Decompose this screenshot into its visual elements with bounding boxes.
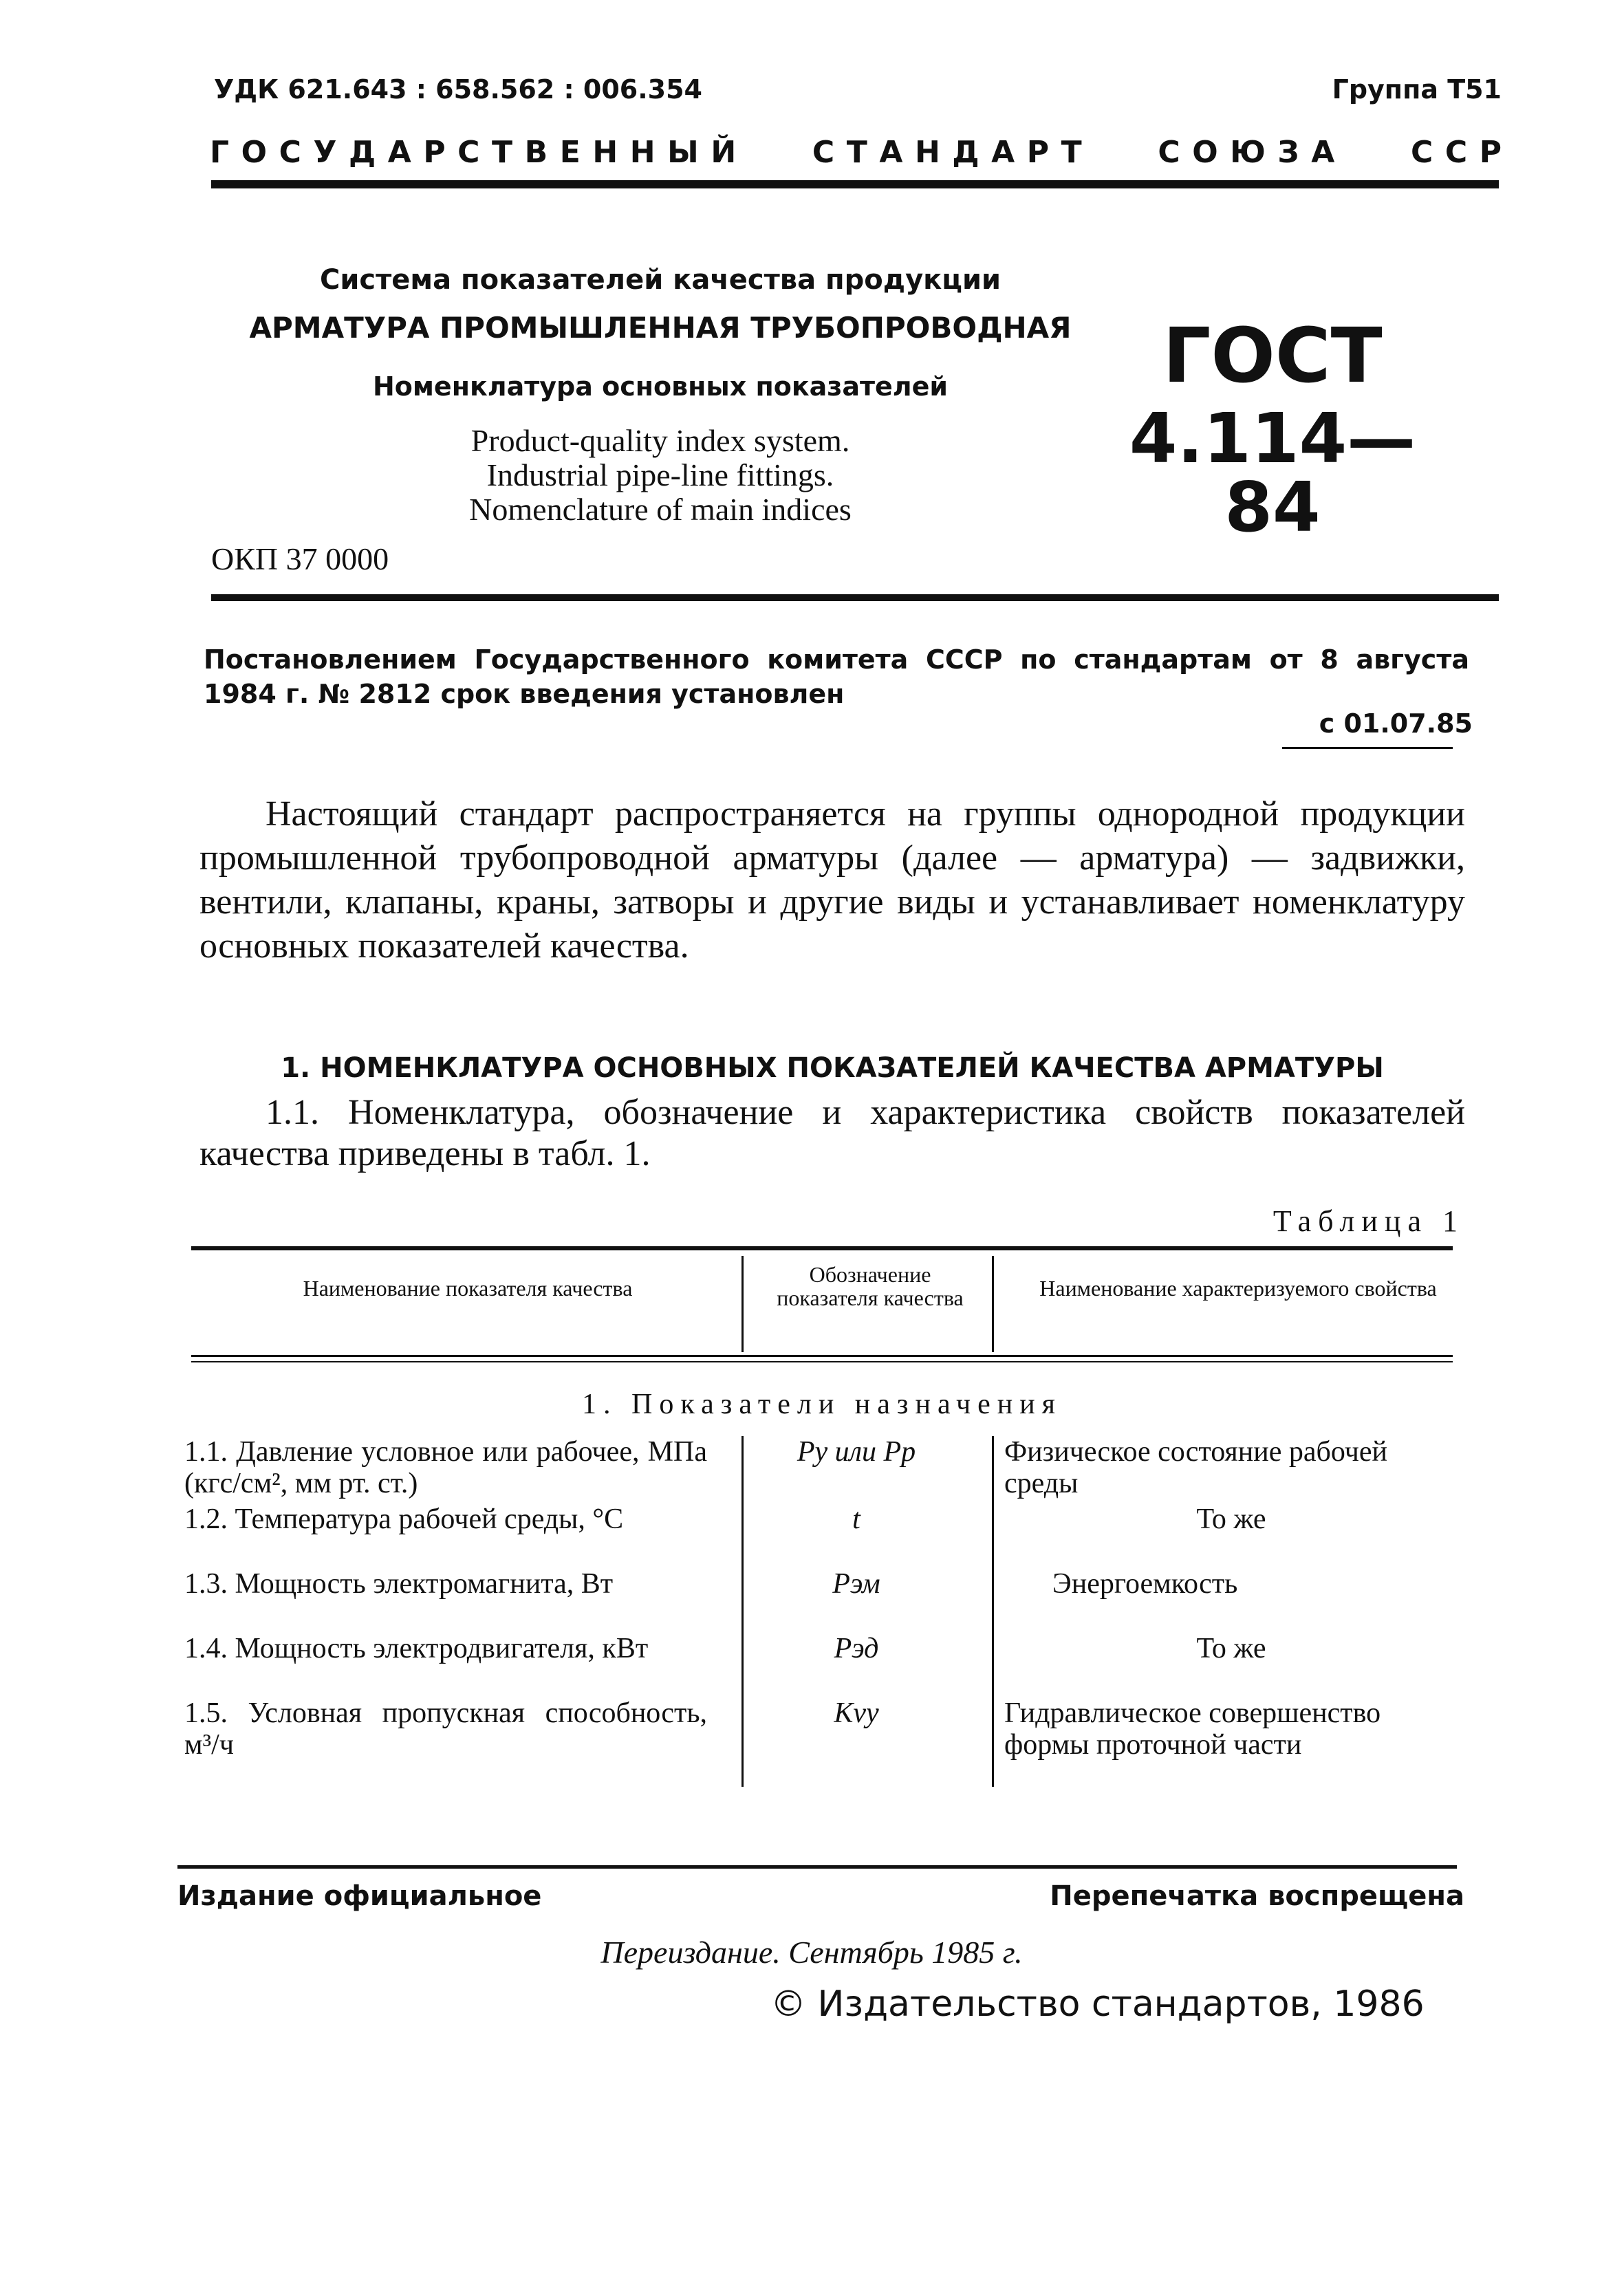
effective-date-underline bbox=[1282, 747, 1453, 749]
column-header-symbol: Обозначение показателя качества bbox=[777, 1262, 964, 1310]
column-header-name: Наименование показателя качества bbox=[303, 1276, 633, 1301]
state-standard-word: Г О С У Д А Р С Т В Е Н Н Ы Й bbox=[210, 135, 737, 170]
body-divider bbox=[992, 1649, 994, 1787]
row-symbol: t bbox=[852, 1503, 860, 1535]
subtitle: Номенклатура основных показателей bbox=[372, 371, 949, 402]
gost-number: 4.114—84 bbox=[1129, 398, 1416, 547]
row-symbol: Pэм bbox=[832, 1568, 880, 1600]
header-divider bbox=[992, 1256, 994, 1352]
column-header-property: Наименование характеризуемого свойства bbox=[1039, 1276, 1437, 1301]
reprint-notice: Перепечатка воспрещена bbox=[1050, 1880, 1464, 1912]
body-divider bbox=[741, 1649, 744, 1787]
row-property: То же bbox=[1196, 1503, 1266, 1535]
state-standard-word: С Т А Н Д А Р Т bbox=[812, 135, 1082, 170]
row-name: 1.2. Температура рабочей среды, °С bbox=[184, 1503, 624, 1535]
product-title: АРМАТУРА ПРОМЫШЛЕННАЯ ТРУБОПРОВОДНАЯ bbox=[249, 311, 1072, 345]
paragraph-1-1: 1.1. Номенклатура, обозначение и характеристика свойств показателей качества приведены в табл. 1. bbox=[199, 1093, 1465, 1173]
effective-date: с 01.07.85 bbox=[1319, 708, 1473, 739]
state-standard-banner bbox=[210, 135, 1502, 170]
row-name: 1.4. Мощность электродвигателя, кВт bbox=[184, 1633, 649, 1664]
english-title bbox=[234, 424, 1087, 527]
row-name: 1.1. Давление условное или рабочее, МПа (кгс/см², мм рт. ст.) bbox=[184, 1436, 707, 1499]
row-property: Гидравлическое совершенство формы проточной части bbox=[1004, 1697, 1381, 1761]
reissue-note: Переиздание. Сентябрь 1985 г. bbox=[600, 1935, 1023, 1970]
row-property: Физическое состояние рабочей среды bbox=[1004, 1436, 1388, 1499]
title-block-rule bbox=[211, 594, 1499, 601]
section-heading: 1. НОМЕНКЛАТУРА ОСНОВНЫХ ПОКАЗАТЕЛЕЙ КАЧЕСТВА АРМАТУРЫ bbox=[281, 1052, 1384, 1084]
header-bottom-rule bbox=[191, 1355, 1453, 1357]
table-top-rule bbox=[191, 1246, 1453, 1250]
row-name: 1.3. Мощность электромагнита, Вт bbox=[184, 1568, 614, 1600]
copyright-line: © Издательство стандартов, 1986 bbox=[770, 1984, 1425, 2025]
english-title-line: Nomenclature of main indices bbox=[469, 492, 852, 527]
official-edition: Издание официальное bbox=[177, 1880, 542, 1912]
header-divider bbox=[741, 1256, 744, 1352]
body-divider bbox=[992, 1436, 994, 1649]
english-title-line: Product-quality index system. bbox=[470, 423, 850, 458]
footer-rule bbox=[177, 1865, 1457, 1869]
row-property: Энергоемкость bbox=[1052, 1568, 1238, 1600]
header-bottom-rule-double bbox=[191, 1361, 1453, 1362]
table-caption: Таблица 1 bbox=[1273, 1204, 1464, 1238]
state-standard-word: С О Ю З А bbox=[1158, 135, 1335, 170]
udk-code: УДК 621.643 : 658.562 : 006.354 bbox=[214, 74, 702, 105]
intro-paragraph bbox=[199, 792, 1465, 968]
row-symbol: Kvу bbox=[834, 1697, 879, 1729]
row-name: 1.5. Условная пропускная способность, м³/ч bbox=[184, 1697, 707, 1761]
body-divider bbox=[741, 1436, 744, 1649]
intro-text: Настоящий стандарт распространяется на группы однородной продукции промышленной трубопроводной арматуры (далее — арматура) — задвижки, вентили, клапаны, краны, затворы и другие виды и устанавливает номенклатуру основных показателей качества. bbox=[199, 794, 1465, 966]
row-property: То же bbox=[1196, 1633, 1266, 1664]
state-standard-word: С С Р bbox=[1411, 135, 1502, 170]
english-title-line: Industrial pipe-line fittings. bbox=[486, 457, 834, 492]
row-symbol: Pэд bbox=[834, 1633, 879, 1664]
row-symbol: Pу или Pр bbox=[797, 1436, 916, 1468]
table-group-title: 1. Показатели назначения bbox=[581, 1389, 1062, 1420]
decree-text: Постановлением Государственного комитета СССР по стандартам от 8 августа 1984 г. № 2812 срок введения установлен bbox=[204, 644, 1469, 709]
group-code: Группа Т51 bbox=[1332, 74, 1502, 105]
header-rule bbox=[211, 180, 1499, 188]
okp-code: ОКП 37 0000 bbox=[211, 541, 389, 576]
system-title: Система показателей качества продукции bbox=[319, 264, 1002, 296]
gost-label: ГОСТ bbox=[1162, 312, 1383, 400]
